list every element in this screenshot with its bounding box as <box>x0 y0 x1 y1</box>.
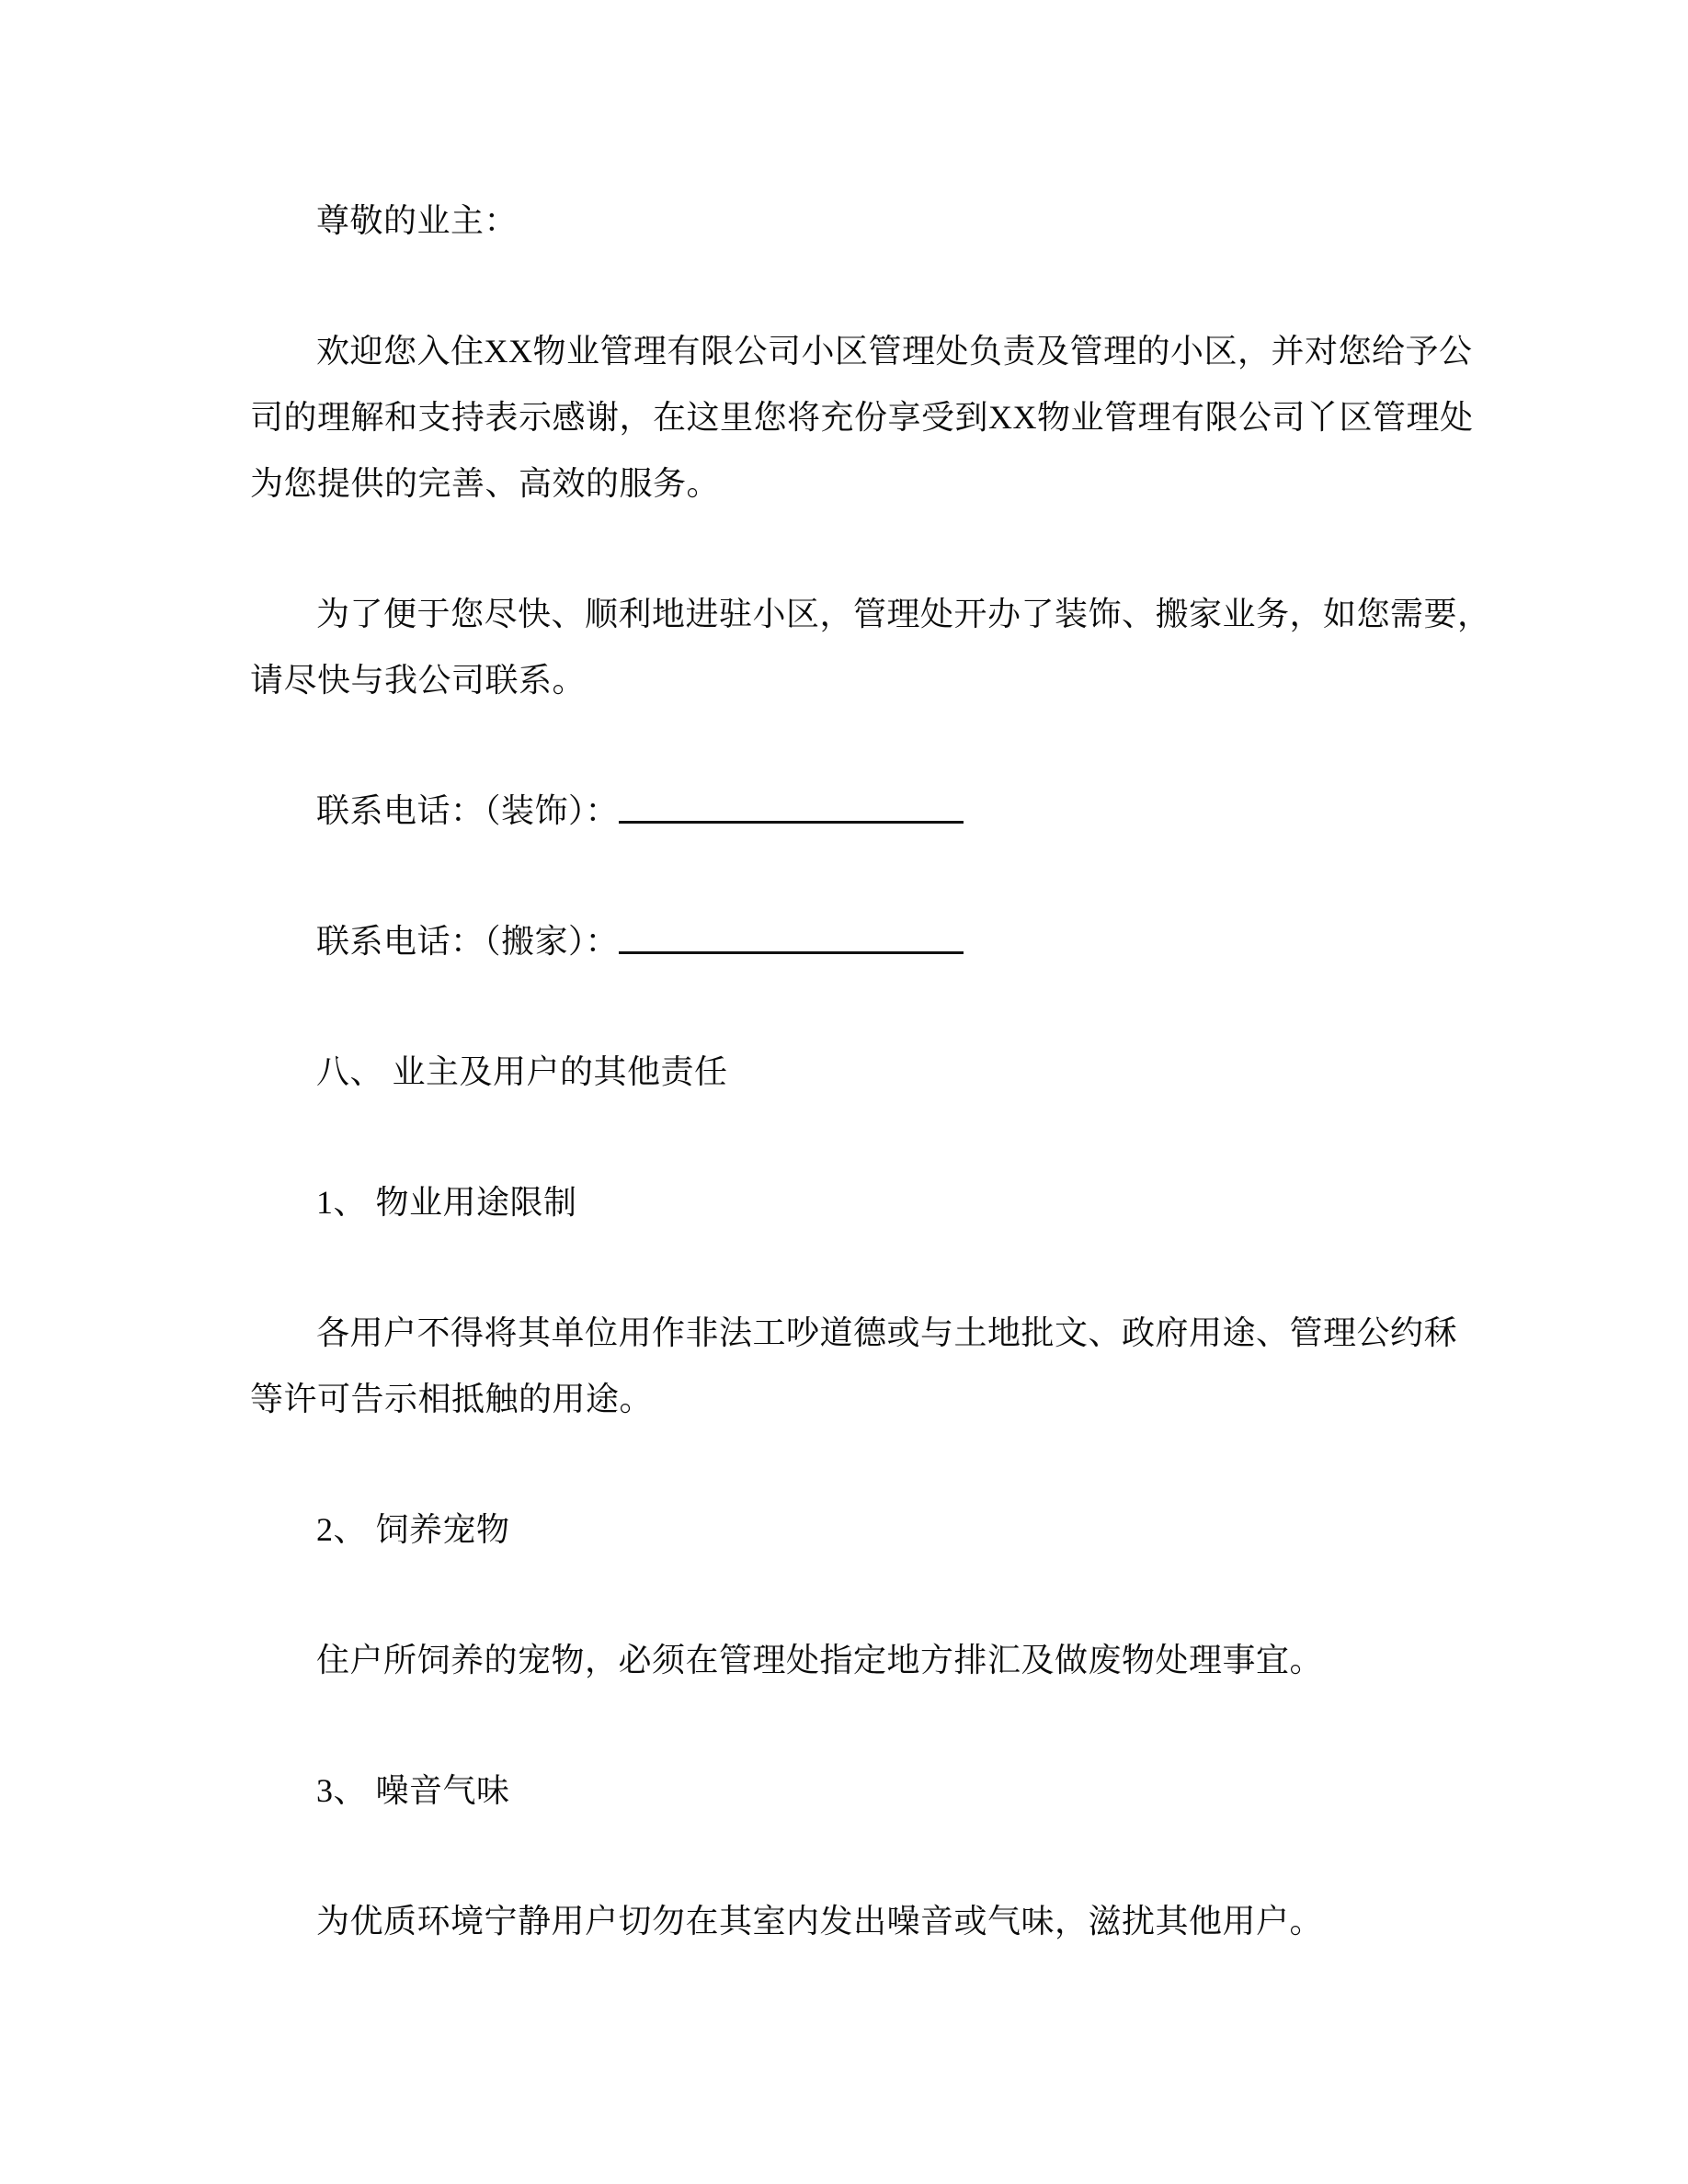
text-line: 请尽快与我公司联系。 <box>250 662 587 699</box>
pets-paragraph <box>250 1627 1467 1693</box>
item-2-pets-heading <box>250 1496 1467 1563</box>
text-line: 为优质环境宁静用户切勿在其室内发出噪音或气味，滋扰其他用户。 <box>316 1903 1324 1939</box>
item-1-property-use-restriction-heading <box>250 1169 1467 1235</box>
phone-blank-moving-field <box>619 947 964 954</box>
move-in-services-paragraph <box>250 581 1491 713</box>
text-line: 司的理解和支持表示感谢，在这里您将充份享受到XX物业管理有限公司丫区管理处 <box>250 399 1474 436</box>
phone-blank-decoration-field <box>619 816 964 824</box>
salutation-text: 尊敬的业主： <box>316 202 519 239</box>
item-heading-text: 1、 物业用途限制 <box>316 1184 577 1221</box>
contact-phone-decoration-line <box>250 778 1467 844</box>
section-heading-other-responsibilities <box>250 1039 1467 1105</box>
text-line: 各用户不得将其单位用作非法工吵道德或与土地批文、政府用途、管理公约秝 <box>316 1314 1458 1351</box>
contact-phone-decoration <box>250 778 1467 844</box>
noise-paragraph <box>250 1888 1467 1954</box>
item-heading-text: 2、 饲养宠物 <box>316 1511 510 1548</box>
contact-phone-moving <box>250 908 1467 974</box>
contact-phone-moving-label: 联系电话：（搬家）： <box>316 923 620 960</box>
text-line: 为您提供的完善、高效的服务。 <box>250 465 721 502</box>
text-line: 欢迎您入住XX物业管理有限公司小区管理处负责及管理的小区，并对您给予公 <box>316 333 1473 370</box>
property-use-paragraph <box>250 1300 1467 1432</box>
contact-phone-moving-line <box>250 908 1467 974</box>
salutation <box>250 188 1467 254</box>
text-line: 为了便于您尽快、顺利地进驻小区，管理处开办了装饰、搬家业务，如您需要， <box>316 596 1491 632</box>
text-line: 住户所饲养的宠物，必须在管理处指定地方排汇及做废物处理事宜。 <box>316 1642 1324 1678</box>
welcome-paragraph <box>250 318 1474 517</box>
contact-phone-decoration-label: 联系电话：（装饰）： <box>316 792 620 829</box>
item-3-noise-odor-heading <box>250 1757 1467 1824</box>
text-line: 等许可告示相抵触的用途。 <box>250 1381 654 1417</box>
section-heading-text: 八、 业主及用户的其他责任 <box>316 1053 728 1090</box>
item-heading-text: 3、 噪音气味 <box>316 1772 510 1809</box>
